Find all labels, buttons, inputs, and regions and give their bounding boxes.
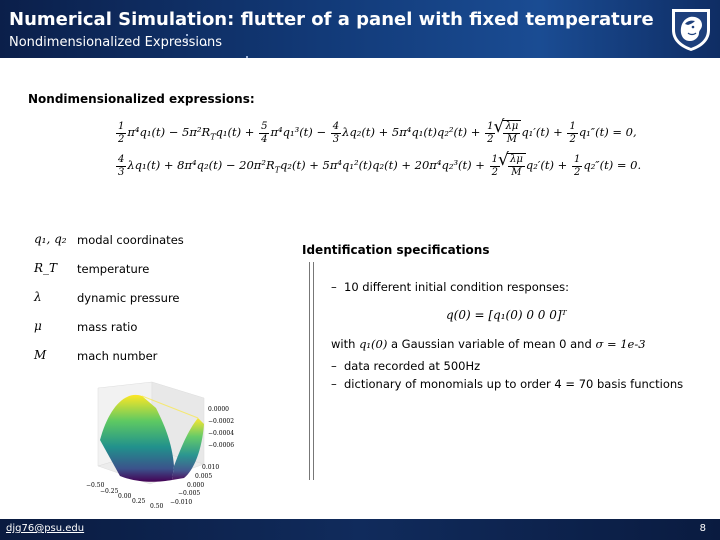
symbol-description: temperature: [77, 262, 150, 276]
initial-condition-vector: q(0) = [q₁(0) 0 0 0]ᵀ: [446, 308, 567, 322]
gaussian-description: [331, 337, 646, 351]
symbol: q₁, q₂: [34, 232, 67, 246]
fraction: $\frac{4}{3}$: [332, 120, 340, 145]
square-root: √ $\frac{\lambda\mu}{M}$: [502, 120, 521, 146]
section-heading: Nondimensionalized expressions:: [28, 92, 255, 106]
fraction: $\frac{1}{2}$: [569, 120, 576, 145]
square-root: √ $\frac{\lambda\mu}{M}$: [507, 153, 526, 179]
symbol-row: [34, 319, 274, 348]
slide-header: [0, 0, 720, 58]
bullet-text: dictionary of monomials up to order 4 = 70 basis functions: [344, 377, 684, 391]
y-tick-label: 0.000: [187, 482, 205, 489]
symbol-description: modal coordinates: [77, 233, 184, 247]
subscript: T: [210, 132, 216, 142]
z-tick-label: 0.0000: [208, 406, 229, 413]
z-tick-label: −0.0006: [208, 442, 235, 449]
symbol: λ: [34, 290, 42, 304]
vertical-rule: [313, 262, 314, 480]
z-tick-label: −0.0002: [208, 418, 235, 425]
surface-plot: [80, 380, 255, 515]
symbol: R_T: [34, 261, 58, 275]
eq-term: λq₁(t) + 8π⁴q₂(t) − 20π²R: [127, 158, 275, 172]
math-variable: q₁(0): [359, 337, 388, 351]
symbol-row: [34, 290, 274, 319]
bullet-item: [331, 280, 569, 294]
university-shield-logo-icon: [668, 6, 714, 52]
decorative-dot: [246, 56, 248, 58]
z-tick-label: −0.0004: [208, 430, 235, 437]
y-tick-label: −0.005: [178, 490, 201, 497]
bullet-dash-icon: –: [331, 359, 337, 373]
fraction: $\frac{1}{2}$: [573, 153, 581, 178]
eq-term: q₁″(t) = 0,: [578, 125, 637, 139]
symbol-description: dynamic pressure: [77, 291, 180, 305]
x-tick-label: 0.50: [150, 503, 164, 510]
symbol-description: mach number: [77, 349, 158, 363]
symbol: μ: [34, 319, 42, 333]
identification-title: Identification specifications: [302, 243, 490, 257]
x-tick-label: −0.25: [100, 488, 119, 495]
y-tick-label: −0.010: [170, 499, 193, 506]
equation-1: [115, 120, 637, 146]
fraction: $\frac{5}{4}$: [261, 120, 268, 145]
eq-term: q₂″(t) = 0.: [583, 158, 642, 172]
eq-term: λq₂(t) + 5π⁴q₁(t)q₂²(t) +: [342, 125, 485, 139]
eq-term: π⁴q₁³(t) −: [270, 125, 330, 139]
vertical-rule: [309, 262, 310, 480]
math-sigma: σ = 1e-3: [595, 337, 646, 351]
eq-term: q₁′(t) +: [521, 125, 567, 139]
page-number: 8: [699, 523, 706, 534]
subscript: T: [274, 165, 280, 175]
slide-footer: [0, 519, 720, 540]
symbol-row: [34, 348, 274, 377]
slide-subtitle: Nondimensionalized Expressions: [9, 35, 222, 50]
symbol-row: [34, 232, 274, 261]
bullet-text: data recorded at 500Hz: [344, 359, 481, 373]
bullet-item: [331, 377, 683, 391]
eq-term: π⁴q₁(t) − 5π²R: [127, 125, 211, 139]
y-tick-label: 0.010: [202, 464, 220, 471]
fraction: $\frac{1}{2}$: [491, 153, 498, 178]
x-tick-label: −0.50: [86, 482, 105, 489]
eq-term: q₂(t) + 5π⁴q₁²(t)q₂(t) + 20π⁴q₂³(t) +: [279, 158, 489, 172]
slide-title: Numerical Simulation: flutter of a panel with fixed temperature: [9, 9, 654, 30]
equation-2: [115, 153, 641, 179]
bullet-dash-icon: –: [331, 377, 337, 391]
fraction: $\frac{4}{3}$: [118, 153, 125, 178]
symbol: M: [34, 348, 47, 362]
x-tick-label: 0.00: [118, 493, 132, 500]
x-tick-label: 0.25: [132, 498, 146, 505]
bullet-item: [331, 359, 480, 373]
eq-term: q₁(t) +: [215, 125, 259, 139]
bullet-text: 10 different initial condition responses:: [344, 280, 569, 294]
symbol-legend: [34, 232, 274, 377]
eq-term: q₂′(t) +: [525, 158, 571, 172]
symbol-description: mass ratio: [77, 320, 138, 334]
text-run: a Gaussian variable of mean 0 and: [387, 337, 596, 351]
symbol-row: [34, 261, 274, 290]
fraction: $\frac{1}{2}$: [487, 120, 494, 145]
author-email-link[interactable]: djg76@psu.edu: [6, 523, 85, 534]
bullet-dash-icon: –: [331, 280, 337, 294]
text-run: with: [331, 337, 360, 351]
y-tick-label: 0.005: [195, 473, 213, 480]
fraction: $\frac{1}{2}$: [118, 120, 125, 145]
